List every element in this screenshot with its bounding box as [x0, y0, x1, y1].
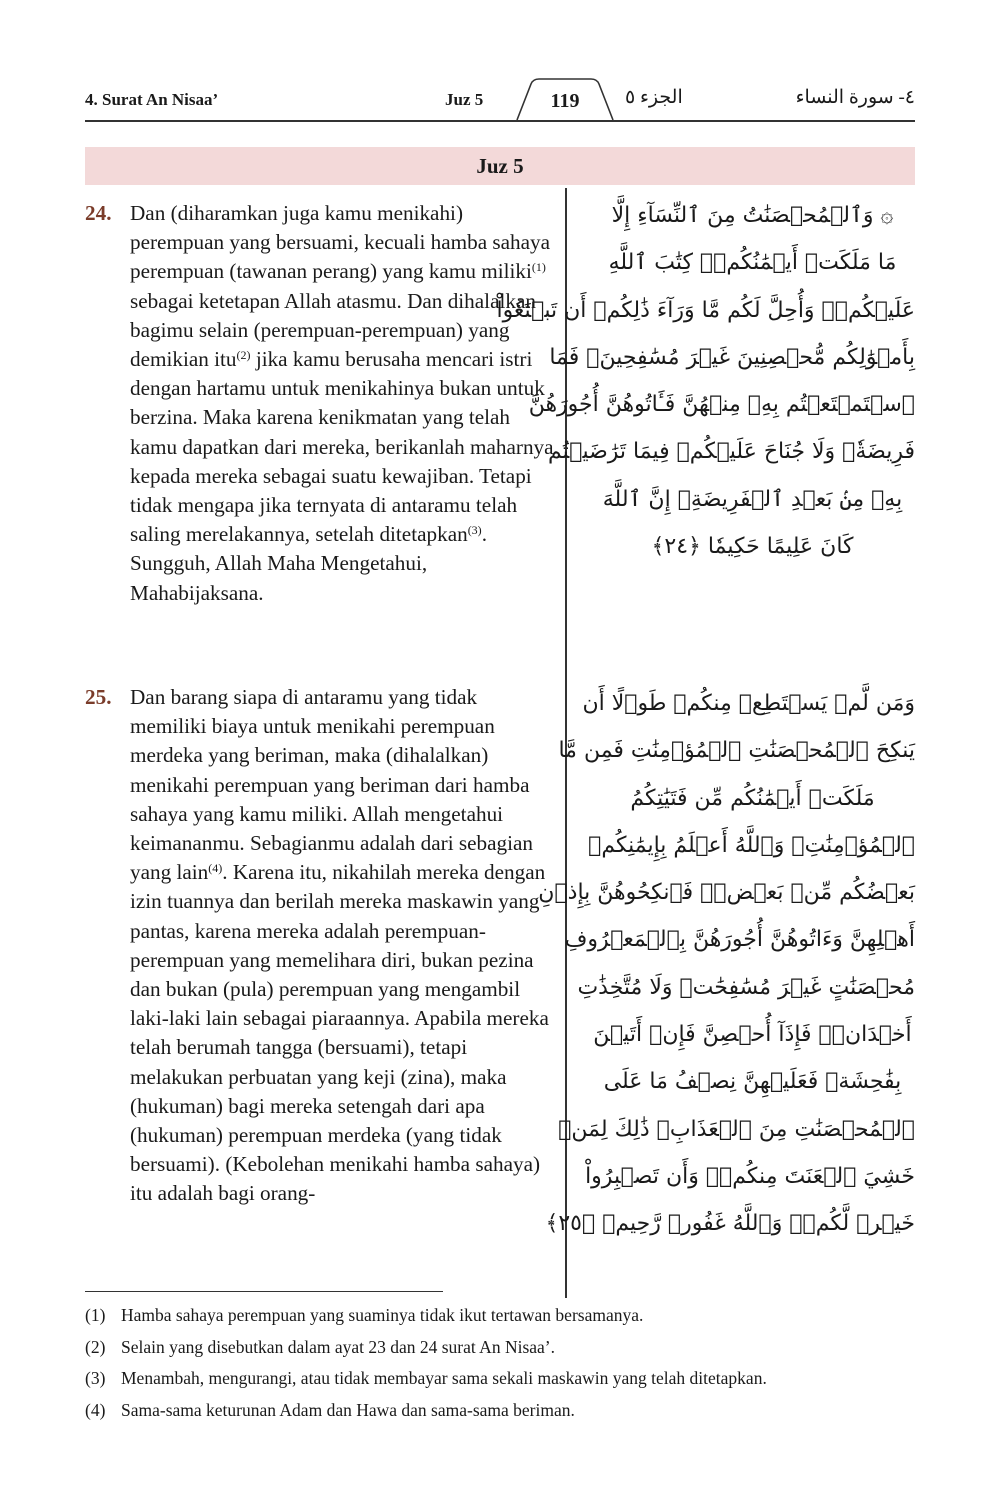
juz-label-latin: Juz 5 [445, 90, 484, 109]
arabic-line: ٱلۡمُحۡصَنَٰتِ مِنَ ٱلۡعَذَابِۚ ذَٰلِكَ لِمَنۡ [558, 1116, 915, 1142]
arabic-line: بِفَٰحِشَةٖ فَعَلَيۡهِنَّ نِصۡفُ مَا عَلَى [603, 1069, 902, 1095]
verse-text [130, 683, 555, 1209]
surah-title-arabic: ٤- سورة النساء [795, 87, 915, 108]
arabic-line: عَلَيۡكُمۡۚ وَأُحِلَّ لَكُم مَّا وَرَآءَ ذَٰلِكُمۡ أَن تَبۡتَغُواْ [496, 297, 915, 323]
verse-text-part: Dan (diharamkan juga kamu menikahi) perempuan yang bersuami, kecuali hamba sahaya perempuan (tawanan perang) yang kamu miliki [130, 201, 551, 284]
footnote-text: Hamba sahaya perempuan yang suaminya tidak ikut tertawan bersamanya. [121, 1305, 644, 1325]
verse-text-part: jika kamu berusaha mencari istri dengan hartamu untuk menikahinya bukan untuk berzina. Maka karena kenikmatan yang telah kamu dapatkan dari mereka, berikanlah maharnya kepada mereka sebagai suatu kewajiban. Tetapi tidak mengapa jika ternyata di antaramu telah saling merelakannya, setelah ditetapkan [130, 347, 554, 547]
arabic-line: خَشِيَ ٱلۡعَنَتَ مِنكُمۡۚ وَأَن تَصۡبِرُواْ [585, 1163, 915, 1189]
footnote-item [85, 1395, 925, 1427]
footnote-text: Sama-sama keturunan Adam dan Hawa dan sama-sama beriman. [121, 1399, 575, 1420]
footnote-number: (2) [85, 1336, 106, 1357]
footnote-number: (3) [85, 1368, 106, 1388]
arabic-line: ٱلۡمُؤۡمِنَٰتِۚ وَٱللَّهُ أَعۡلَمُ بِإِيمَٰنِكُمۚ [588, 832, 915, 858]
verse-text-part: . Karena itu, nikahilah mereka dengan izin tuannya dan berilah mereka maskawin yang pantas, karena mereka adalah perempuan-perempuan yang memelihara diri, bukan pezina dan bukan (pula) perempuan yang mengambil laki-laki lain sebagai piaraannya. Apabila mereka telah berumah tangga (bersuami), tetapi melakukan perbuatan yang keji (zina), maka (hukuman) bagi mereka setengah dari apa (hukuman) perempuan merdeka (yang tidak bersuami). (Kebolehan menikahi hamba sahaya) itu adalah bagi orang- [130, 860, 549, 1206]
juz-label-arabic: الجزء ٥ [625, 87, 683, 108]
verse-25-translation [85, 683, 555, 1209]
verse-25-arabic [538, 680, 915, 1248]
arabic-line: أَخۡدَانٖۚ فَإِذَآ أُحۡصِنَّ فَإِنۡ أَتَيۡنَ [593, 1022, 912, 1048]
footnotes [85, 1300, 925, 1426]
juz-banner: Juz 5 [85, 147, 915, 185]
arabic-line: مَا مَلَكَتۡ أَيۡمَٰنُكُمۡۖ كِتَٰبَ ٱللَّهِ [608, 250, 897, 276]
arabic-line: يَنكِحَ ٱلۡمُحۡصَنَٰتِ ٱلۡمُؤۡمِنَٰتِ فَمِن مَّا [558, 738, 915, 764]
footnote-ref: (3) [467, 523, 482, 538]
verse-text-part: Dan barang siapa di antaramu yang tidak memiliki biaya untuk menikahi perempuan merdeka yang beriman, maka (dihalalkan) menikahi perempuan yang beriman dari hamba sahaya yang kamu miliki. Allah mengetahui keimananmu. Sebagianmu adalah dari sebagian yang lain [130, 685, 534, 885]
arabic-line: خَيۡرٞ لَّكُمۡۗ وَٱللَّهُ غَفُورٞ رَّحِيمٞ ﴿٢٥﴾ [545, 1211, 915, 1237]
page-number: 119 [550, 90, 580, 112]
page-header [85, 82, 915, 122]
arabic-line: كَانَ عَلِيمًا حَكِيمٗا ﴿٢٤﴾ [651, 534, 854, 560]
verse-text-part: . Sungguh, Allah Maha Mengetahui, Mahabijaksana. [130, 522, 487, 605]
footnote-ref: (4) [208, 861, 223, 876]
footnote-rule [85, 1291, 443, 1292]
footnote-item [85, 1332, 925, 1364]
arabic-line: مَلَكَتۡ أَيۡمَٰنُكُم مِّن فَتَيَٰتِكُمُ [630, 785, 875, 811]
verse-text [130, 199, 555, 608]
verse-text-part: sebagai ketetapan Allah atasmu. Dan dihalalkan bagimu selain (perempuan-perempuan) yang demikian itu [130, 288, 536, 372]
verse-24-arabic [496, 192, 915, 570]
page-number-tab [517, 78, 613, 124]
footnote-item [85, 1300, 925, 1332]
arabic-line: بَعۡضُكُم مِّنۢ بَعۡضٖۚ فَٱنكِحُوهُنَّ بِإِذۡنِ [538, 880, 915, 906]
footnote-number: (1) [85, 1305, 106, 1325]
verse-number: 24. [85, 201, 112, 225]
arabic-line: ٱسۡتَمۡتَعۡتُم بِهِۦ مِنۡهُنَّ فَـَٔاتُوهُنَّ أُجُورَهُنَّ [528, 392, 915, 418]
footnote-ref: (2) [236, 348, 251, 363]
footnote-item [85, 1363, 925, 1395]
footnote-number: (4) [85, 1399, 106, 1420]
arabic-line: بِأَمۡوَٰلِكُم مُّحۡصِنِينَ غَيۡرَ مُسَٰفِحِينَۚ فَمَا [549, 344, 915, 370]
verse-24-translation [85, 199, 555, 608]
arabic-line: مُحۡصَنَٰتٍ غَيۡرَ مُسَٰفِحَٰتٖ وَلَا مُتَّخِذَٰتِ [577, 974, 915, 1000]
footnote-ref: (1) [531, 260, 546, 275]
footnote-text: Menambah, mengurangi, atau tidak membayar sama sekali maskawin yang telah ditetapkan. [121, 1368, 767, 1388]
arabic-line: بِهِۦ مِنۢ بَعۡدِ ٱلۡفَرِيضَةِۚ إِنَّ ٱللَّهَ [602, 486, 903, 512]
arabic-line: ۞ وَٱلۡمُحۡصَنَٰتُ مِنَ ٱلنِّسَآءِ إِلَّا [611, 203, 894, 228]
arabic-line: أَهۡلِهِنَّ وَءَاتُوهُنَّ أُجُورَهُنَّ بِٱلۡمَعۡرُوفِ [564, 927, 915, 953]
footnote-text: Selain yang disebutkan dalam ayat 23 dan 24 surat An Nisaa’. [121, 1336, 555, 1357]
arabic-line: وَمَن لَّمۡ يَسۡتَطِعۡ مِنكُمۡ طَوۡلًا أَن [582, 691, 915, 716]
arabic-line: فَرِيضَةٗۚ وَلَا جُنَاحَ عَلَيۡكُمۡ فِيمَا تَرَٰضَيۡتُم [547, 439, 915, 465]
verse-number: 25. [85, 685, 112, 709]
header-rule [85, 120, 915, 122]
surah-title-latin: 4. Surat An Nisaa’ [85, 90, 219, 109]
